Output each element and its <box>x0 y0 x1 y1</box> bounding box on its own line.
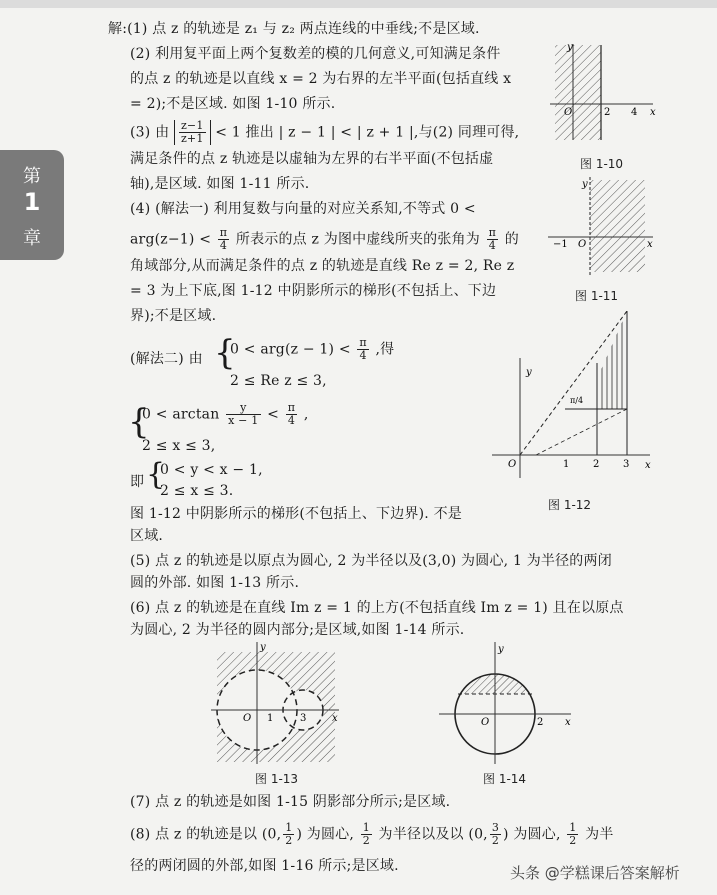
fraction <box>361 822 372 847</box>
fraction <box>286 402 297 427</box>
tick-4: 4 <box>631 107 638 118</box>
page-top-edge <box>0 0 717 8</box>
abs-value <box>174 120 211 145</box>
answer-line-20 <box>130 822 614 847</box>
text-part: ) <box>503 826 509 843</box>
trapezoid-region <box>597 311 627 409</box>
x-label: x <box>645 460 651 471</box>
text-part: 为圆心, <box>513 826 561 843</box>
text-part: (0, <box>261 826 282 843</box>
text-part: 所表示的点 z 为图中虚线所夹的张角为 <box>235 231 480 248</box>
fraction <box>283 822 294 847</box>
text-part: < <box>267 406 280 423</box>
denominator: 4 <box>359 349 367 362</box>
tick-2: 2 <box>593 459 600 470</box>
text-part: ,得 <box>375 341 395 358</box>
denominator: 4 <box>488 239 496 252</box>
method2-row-1 <box>230 337 394 362</box>
so-label: 即 <box>130 474 145 490</box>
denominator: 2 <box>285 834 293 847</box>
numerator: π <box>359 336 367 349</box>
tick-1: 1 <box>563 459 570 470</box>
answer-line-18: 为圆心, 2 为半径的圆内部分;是区域,如图 1-14 所示. <box>130 622 465 638</box>
text-part: , <box>303 406 309 423</box>
chapter-tab-number: 1 <box>23 188 41 216</box>
numerator: 1 <box>285 821 293 834</box>
numerator: z−1 <box>180 119 204 132</box>
text-part: arg(z−1) < <box>130 231 212 248</box>
x-label: x <box>565 717 571 728</box>
caption-fig-1-11: 图 1-11 <box>575 289 619 303</box>
text-part: < 1 推出 | z − 1 | < | z + 1 |,与(2) 同理可得, <box>215 124 520 141</box>
watermark: 头条 @学糕课后答案解析 <box>510 864 680 882</box>
numerator: 1 <box>362 821 370 834</box>
chapter-tab <box>0 150 64 260</box>
origin-label: O <box>243 713 252 724</box>
figure-1-13 <box>205 638 345 768</box>
answer-line-9 <box>130 227 519 252</box>
text-part: 0 < arg(z − 1) < <box>230 341 351 358</box>
brace: { <box>146 457 166 492</box>
answer-line-2: (2) 利用复平面上两个复数差的模的几何意义,可知满足条件 <box>130 46 501 62</box>
caption-fig-1-13: 图 1-13 <box>255 772 299 786</box>
answer-line-15: (5) 点 z 的轨迹是以原点为圆心, 2 为半径以及(3,0) 为圆心, 1 为半径的两闭 <box>130 553 612 569</box>
denominator: 4 <box>287 414 296 427</box>
answer-line-6: 满足条件的点 z 轨迹是以虚轴为左界的右半平面(不包括虚 <box>130 151 494 167</box>
y-label: y <box>260 642 266 653</box>
answer-line-16: 圆的外部. 如图 1-13 所示. <box>130 575 300 591</box>
fraction <box>567 822 578 847</box>
text-part: (0, <box>468 826 488 843</box>
answer-line-10: 角域部分,从而满足条件的点 z 的轨迹是直线 Re z = 2, Re z <box>130 258 515 274</box>
x-label: x <box>647 239 653 250</box>
denominator: 2 <box>362 834 370 847</box>
text-part: 的 <box>504 231 519 248</box>
answer-line-3: 的点 z 的轨迹是以直线 x = 2 为右界的左半平面(包括直线 x <box>130 71 512 87</box>
numerator: 1 <box>569 821 577 834</box>
denominator: 2 <box>491 834 500 847</box>
right-half-plane <box>590 180 645 272</box>
so-row-1: 0 < y < x − 1, <box>160 462 263 478</box>
answer-line-7: 轴),是区域. 如图 1-11 所示. <box>130 176 310 192</box>
figure-1-10 <box>545 40 660 150</box>
numerator: 3 <box>491 821 500 834</box>
text-part: 为半径以及以 <box>378 826 464 843</box>
answer-line-13: 图 1-12 中阴影所示的梯形(不包括上、下边界). 不是 <box>130 506 462 522</box>
tick-2: 2 <box>537 717 544 728</box>
denominator: 2 <box>569 834 577 847</box>
denominator: x − 1 <box>228 414 259 427</box>
text-part: 为圆心, <box>306 826 355 843</box>
fraction <box>179 120 206 145</box>
so-row-2: 2 ≤ x ≤ 3. <box>160 483 234 499</box>
caption-fig-1-14: 图 1-14 <box>483 772 527 786</box>
answer-line-12: 界);不是区域. <box>130 308 217 324</box>
numerator: π <box>488 226 497 239</box>
y-label: y <box>567 42 573 53</box>
fraction <box>487 227 498 252</box>
answer-line-1: 解:(1) 点 z 的轨迹是 z₁ 与 z₂ 两点连线的中垂线;不是区域. <box>108 21 480 37</box>
text-part: (3) 由 <box>130 124 170 141</box>
answer-line-14: 区域. <box>130 528 164 544</box>
x-label: x <box>332 713 338 724</box>
fraction <box>218 227 229 252</box>
half-plane-region <box>555 45 601 140</box>
origin-label: O <box>508 459 517 470</box>
y-label: y <box>582 179 588 190</box>
origin-label: O <box>564 107 573 118</box>
method2-row-4: 2 ≤ x ≤ 3, <box>142 438 216 454</box>
x-label: x <box>650 107 656 118</box>
text-part: (8) 点 z 的轨迹是以 <box>130 826 258 843</box>
figure-1-12 <box>490 303 655 483</box>
tick-3: 3 <box>623 459 630 470</box>
origin-label: O <box>481 717 490 728</box>
answer-line-4: = 2);不是区域. 如图 1-10 所示. <box>130 96 336 112</box>
text-part: 为半 <box>585 826 614 843</box>
denominator: 4 <box>219 239 228 252</box>
fraction <box>490 822 501 847</box>
caption-fig-1-10: 图 1-10 <box>580 157 624 171</box>
figure-1-14 <box>435 638 575 768</box>
text-part: ) <box>296 826 303 843</box>
chapter-tab-chapter: 章 <box>23 228 41 249</box>
method2-label: (解法二) 由 <box>130 351 203 367</box>
method2-row-3 <box>142 402 309 427</box>
tick-3: 3 <box>300 713 307 724</box>
answer-line-5 <box>130 120 519 145</box>
denominator: z+1 <box>180 132 204 145</box>
tick-1: 1 <box>267 713 274 724</box>
brace: { <box>214 333 236 373</box>
answer-line-8: (4) (解法一) 利用复数与向量的对应关系知,不等式 0 < <box>130 201 476 217</box>
fraction <box>357 337 368 362</box>
tick-minus-1: −1 <box>553 239 568 250</box>
origin-label: O <box>578 239 587 250</box>
y-label: y <box>498 644 504 655</box>
answer-line-17: (6) 点 z 的轨迹是在直线 Im z = 1 的上方(不包括直线 Im z = 1) 且在以原点 <box>130 600 624 616</box>
text-part: 0 < arctan <box>142 406 220 423</box>
numerator: π <box>219 226 228 239</box>
fraction <box>226 402 260 427</box>
brace: { <box>128 402 150 442</box>
figure-1-11 <box>545 177 657 277</box>
angle-label: π/4 <box>570 396 584 405</box>
answer-line-21: 径的两闭圆的外部,如图 1-16 所示;是区域. <box>130 858 399 874</box>
numerator: π <box>287 401 296 414</box>
numerator: y <box>226 402 260 415</box>
method2-row-2: 2 ≤ Re z ≤ 3, <box>230 373 327 389</box>
chapter-tab-first: 第 <box>23 166 41 187</box>
answer-line-11: = 3 为上下底,图 1-12 中阴影所示的梯形(不包括上、下边 <box>130 283 497 299</box>
tick-2: 2 <box>604 107 611 118</box>
answer-line-19: (7) 点 z 的轨迹是如图 1-15 阴影部分所示;是区域. <box>130 794 451 810</box>
y-label: y <box>526 367 532 378</box>
caption-fig-1-12: 图 1-12 <box>548 498 592 512</box>
